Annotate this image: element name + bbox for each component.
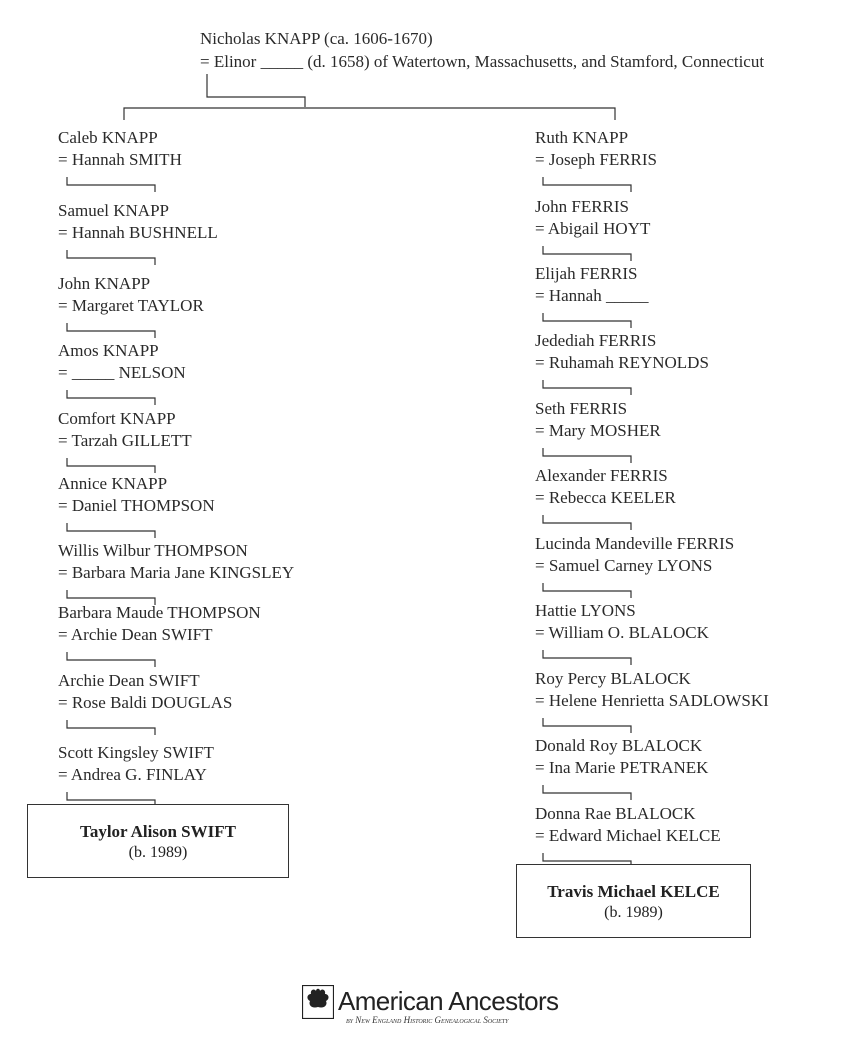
descent-connector	[67, 458, 155, 473]
logo-brand: American Ancestors	[338, 986, 559, 1016]
result-name: Taylor Alison SWIFT	[80, 822, 236, 841]
result-name: Travis Michael KELCE	[547, 882, 720, 901]
spouse-name: = Abigail HOYT	[535, 219, 651, 238]
descent-connector	[543, 177, 631, 192]
person-name: Samuel KNAPP	[58, 201, 169, 220]
person-name: Donna Rae BLALOCK	[535, 804, 696, 823]
taylor-swift-box	[27, 804, 289, 878]
descent-connector	[67, 390, 155, 405]
person-name: Willis Wilbur THOMPSON	[58, 541, 248, 560]
spouse-name: = Ina Marie PETRANEK	[535, 758, 709, 777]
result-birth: (b. 1989)	[128, 844, 188, 861]
descent-connector	[543, 246, 631, 261]
logo-tagline: by New England Historic Genealogical Society	[346, 1015, 509, 1025]
person-name: John KNAPP	[58, 274, 151, 293]
spouse-name: = _____ NELSON	[58, 363, 186, 382]
spouse-name: = Daniel THOMPSON	[58, 496, 215, 515]
branch-connector	[124, 108, 615, 120]
person-name: Elijah FERRIS	[535, 264, 638, 283]
descent-connector	[543, 515, 631, 530]
person-name: Seth FERRIS	[535, 399, 628, 418]
spouse-name: = Ruhamah REYNOLDS	[535, 353, 709, 372]
root-connector	[207, 74, 305, 107]
person-name: Hattie LYONS	[535, 601, 636, 620]
root-name: Nicholas KNAPP (ca. 1606-1670)	[200, 29, 433, 48]
descent-connector	[67, 323, 155, 338]
spouse-name: = Hannah _____	[535, 286, 649, 305]
descent-connector	[543, 448, 631, 463]
spouse-name: = Archie Dean SWIFT	[58, 625, 213, 644]
descent-connector	[543, 583, 631, 598]
descent-connector	[67, 720, 155, 735]
descent-connector	[543, 785, 631, 800]
spouse-name: = Helene Henrietta SADLOWSKI	[535, 691, 769, 710]
person-name: Ruth KNAPP	[535, 128, 629, 147]
travis-kelce-box	[516, 864, 751, 938]
spouse-name: = Hannah SMITH	[58, 150, 182, 169]
american-ancestors-logo	[302, 985, 567, 1029]
person-name: Comfort KNAPP	[58, 409, 176, 428]
person-name: Archie Dean SWIFT	[58, 671, 200, 690]
person-name: Alexander FERRIS	[535, 466, 668, 485]
person-name: Jedediah FERRIS	[535, 331, 657, 350]
person-name: Lucinda Mandeville FERRIS	[535, 534, 735, 553]
descent-connector	[543, 718, 631, 733]
person-name: Amos KNAPP	[58, 341, 159, 360]
spouse-name: = Barbara Maria Jane KINGSLEY	[58, 563, 295, 582]
spouse-name: = Edward Michael KELCE	[535, 826, 721, 845]
spouse-name: = Tarzah GILLETT	[58, 431, 192, 450]
descent-connector	[543, 650, 631, 665]
spouse-name: = Rose Baldi DOUGLAS	[58, 693, 233, 712]
spouse-name: = Hannah BUSHNELL	[58, 223, 218, 242]
spouse-name: = Andrea G. FINLAY	[58, 765, 207, 784]
root-spouse: = Elinor _____ (d. 1658) of Watertown, Massachusetts, and Stamford, Connecticut	[200, 52, 765, 71]
person-name: John FERRIS	[535, 197, 629, 216]
spouse-name: = Margaret TAYLOR	[58, 296, 204, 315]
descent-connector	[67, 652, 155, 667]
person-name: Scott Kingsley SWIFT	[58, 743, 214, 762]
spouse-name: = Rebecca KEELER	[535, 488, 676, 507]
spouse-name: = Samuel Carney LYONS	[535, 556, 713, 575]
descent-connector	[67, 177, 155, 192]
person-name: Donald Roy BLALOCK	[535, 736, 703, 755]
spouse-name: = Mary MOSHER	[535, 421, 661, 440]
person-name: Annice KNAPP	[58, 474, 168, 493]
descent-connector	[67, 250, 155, 265]
descent-connector	[67, 523, 155, 538]
person-name: Caleb KNAPP	[58, 128, 158, 147]
oak-leaf-icon	[302, 985, 334, 1019]
descent-connector	[543, 380, 631, 395]
spouse-name: = William O. BLALOCK	[535, 623, 709, 642]
person-name: Barbara Maude THOMPSON	[58, 603, 261, 622]
result-birth: (b. 1989)	[604, 904, 663, 921]
spouse-name: = Joseph FERRIS	[535, 150, 657, 169]
descent-connector	[543, 313, 631, 328]
person-name: Roy Percy BLALOCK	[535, 669, 691, 688]
